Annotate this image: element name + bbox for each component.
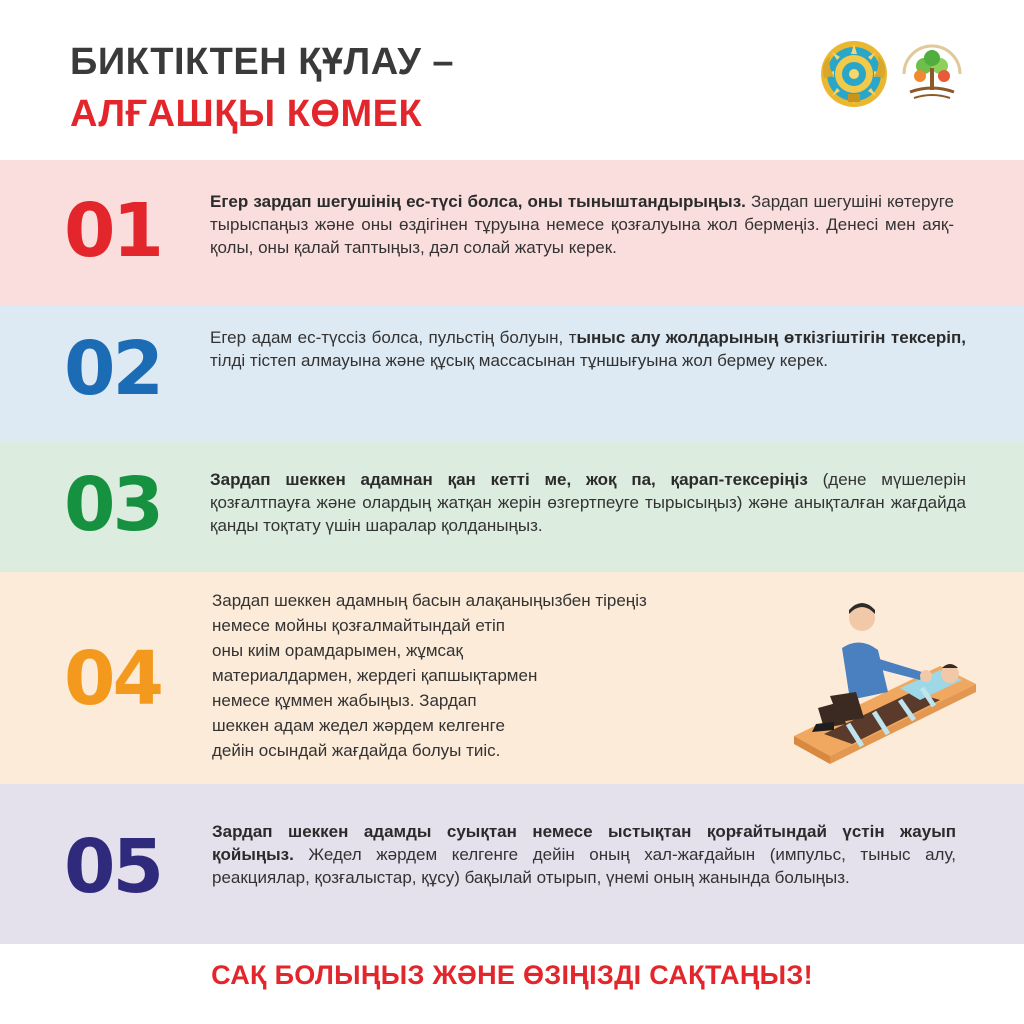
title-line-2: АЛҒАШҚЫ КӨМЕК (70, 93, 423, 135)
page-title (70, 36, 454, 140)
step-text (210, 468, 966, 537)
logos (818, 38, 968, 112)
state-emblem-icon (818, 38, 890, 110)
step-number: 03 (64, 462, 161, 548)
step-pre-text: Егер адам ес-түссіз болса, пульстің болуын, т (210, 328, 577, 347)
step-01-band (0, 160, 1024, 306)
step-body-text: тілді тістеп алмауына және құсық массасынан тұншығуына жол бермеу керек. (210, 351, 828, 370)
step-line: Зардап шеккен адамның басын алақаныңызбен тіреңіз (212, 591, 647, 610)
step-line: материалдармен, жердегі қапшықтармен (212, 666, 538, 685)
step-text (210, 190, 954, 259)
step-text (212, 820, 956, 889)
step-text (212, 588, 772, 763)
step-line: дейін осындай жағдайда болуы тиіс. (212, 741, 501, 760)
title-line-1: БИКТІКТЕН ҚҰЛАУ – (70, 41, 455, 83)
footer-slogan: САҚ БОЛЫҢЫЗ ЖӘНЕ ӨЗІҢІЗДІ САҚТАҢЫЗ! (211, 960, 813, 990)
step-text (210, 326, 966, 372)
step-line: немесе мойны қозғалмайтындай етіп (212, 616, 505, 635)
step-02-band (0, 306, 1024, 442)
step-body-text: Жедел жәрдем келгенге дейін оның хал-жағдайын (импульс, тыныс алу, реакциялар, қозғалыстар, құсу) бақылай отырып, үнемі оның жанында болыңыз. (212, 845, 956, 887)
step-03-band (0, 442, 1024, 572)
step-number: 01 (64, 188, 161, 274)
step-line: шеккен адам жедел жәрдем келгенге (212, 716, 505, 735)
step-05-band (0, 784, 1024, 944)
step-number: 05 (64, 824, 161, 910)
stretcher-illustration (790, 596, 980, 772)
step-bold-text: ыныс алу жолдарының өткізгіштігін тексеріп, (576, 328, 966, 347)
step-body-text: (дене мүшелерін қозғалтпауға және олардың жатқан жерін өзгертпеуге тырысыңыз) және анықталған жағдайда қанды тоқтату үшін шаралар қолданыңыз. (210, 470, 966, 535)
step-line: оны киім орамдарымен, жұмсақ (212, 641, 463, 660)
step-bold-text: Егер зардап шегушінің ес-түсі болса, оны тыныштандырыңыз. (210, 192, 746, 211)
step-number: 02 (64, 326, 161, 412)
step-line: немесе құммен жабыңыз. Зардап (212, 691, 477, 710)
step-body-text: Зардап шегушіні көтеруге тырыспаңыз және оны өздігінен тұруына немесе қозғалуына жол бермеңіз. Денесі мен аяқ-қолы, оны қалай таптыңыз, дәл солай жатуы керек. (210, 192, 954, 257)
step-bold-text: Зардап шеккен адамнан қан кетті ме, жоқ па, қарап-тексеріңіз (210, 470, 808, 489)
step-number: 04 (64, 636, 161, 722)
step-bold-text: Зардап шеккен адамды суықтан немесе ыстықтан қорғайтындай үстін жауып қойыңыз. (212, 822, 956, 864)
tree-logo-icon (896, 38, 968, 110)
